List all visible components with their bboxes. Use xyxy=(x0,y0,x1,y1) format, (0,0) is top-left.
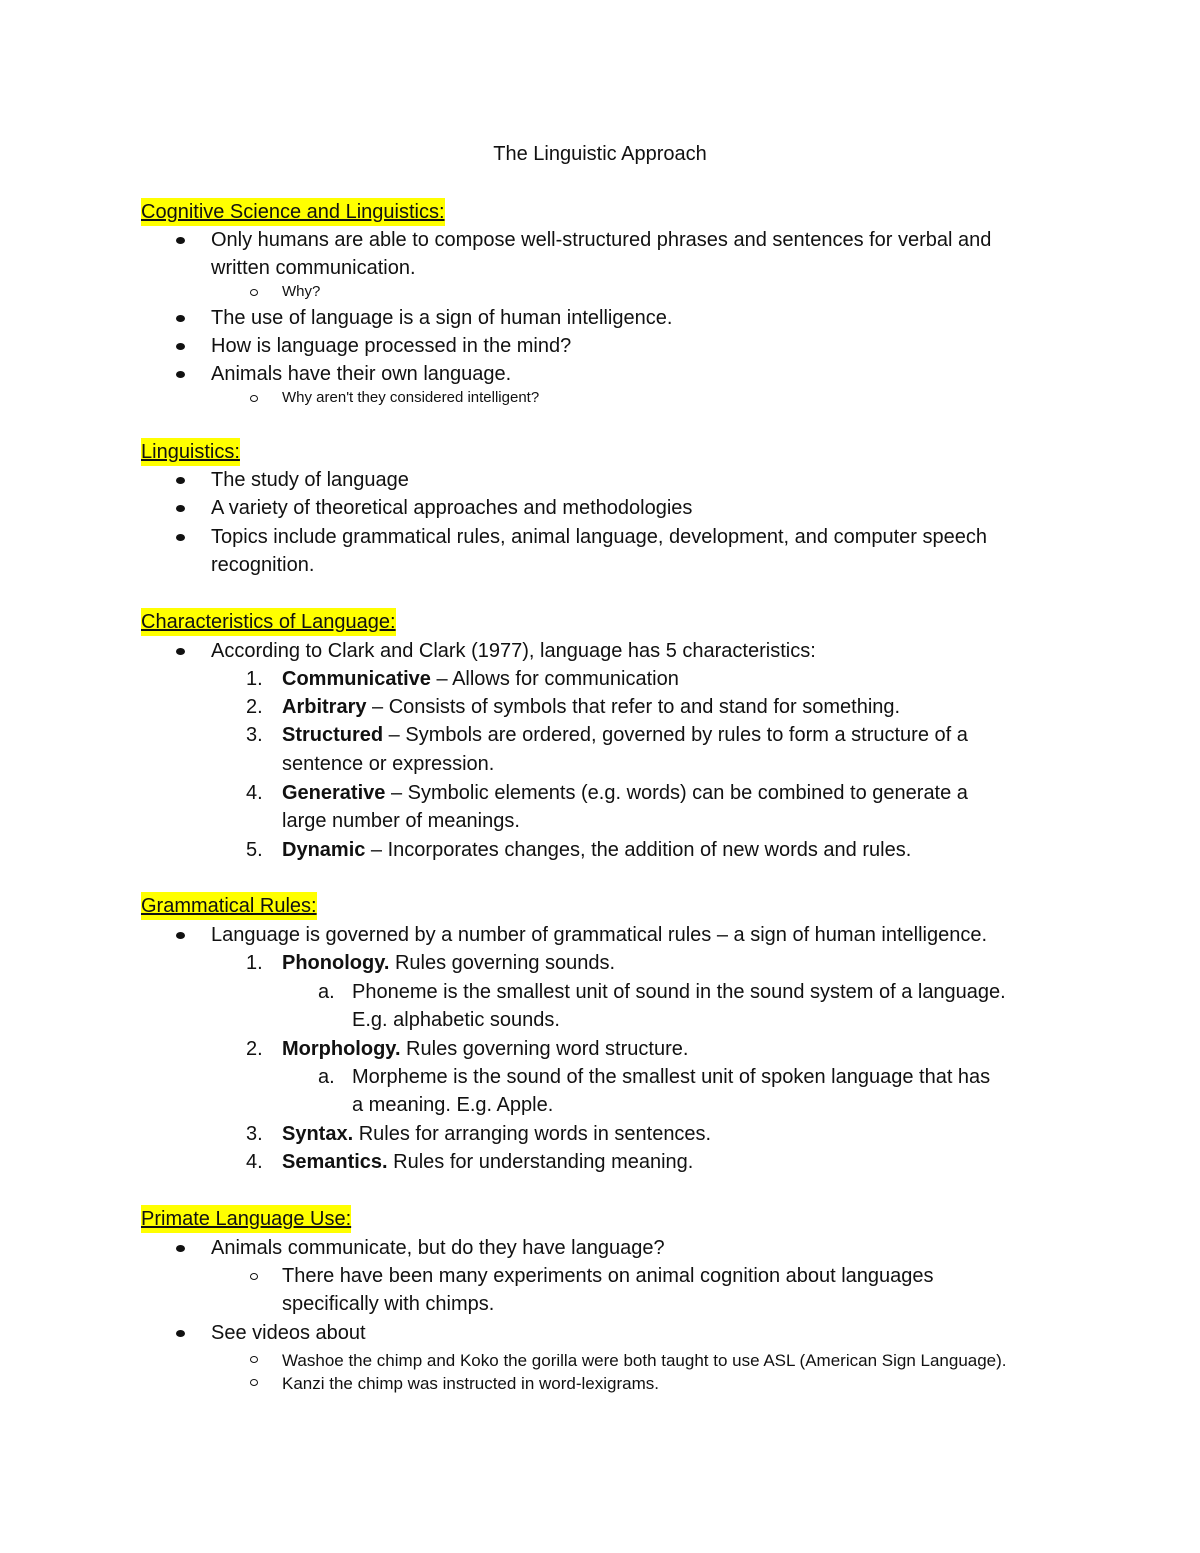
term: Semantics. xyxy=(282,1151,388,1173)
definition: Rules governing word structure. xyxy=(400,1038,689,1060)
term: Morphology. xyxy=(282,1038,401,1060)
sub-list-item: Morpheme is the sound of the smallest unit of spoken language that has xyxy=(352,1066,991,1088)
list-number: 5. xyxy=(246,839,263,861)
sub-list-item: Why aren't they considered intelligent? xyxy=(282,389,540,406)
list-item-continued: recognition. xyxy=(211,554,315,576)
section-heading-characteristics: Characteristics of Language: xyxy=(141,608,396,636)
term: Structured xyxy=(282,724,384,746)
list-item: Topics include grammatical rules, animal language, development, and computer speech xyxy=(211,526,987,548)
characteristic-item xyxy=(282,779,1072,807)
grammar-rule-item xyxy=(282,1120,1072,1148)
list-number: 3. xyxy=(246,724,263,746)
list-number: 4. xyxy=(246,1151,263,1173)
bullet-icon xyxy=(176,371,185,378)
section-heading-grammar: Grammatical Rules: xyxy=(141,892,317,920)
sub-bullet-icon xyxy=(250,395,258,402)
list-item-continued: written communication. xyxy=(211,257,416,279)
sub-list-item: Kanzi the chimp was instructed in word-lexigrams. xyxy=(282,1374,659,1393)
list-item: Language is governed by a number of grammatical rules – a sign of human intelligence. xyxy=(211,924,988,946)
bullet-icon xyxy=(176,1330,185,1337)
definition: – Consists of symbols that refer to and stand for something. xyxy=(366,696,901,718)
definition-continued: large number of meanings. xyxy=(282,810,520,832)
definition: – Allows for communication xyxy=(430,668,679,690)
term: Arbitrary xyxy=(282,696,367,718)
characteristic-item xyxy=(282,693,1072,721)
term: Generative xyxy=(282,782,386,804)
list-item: Animals have their own language. xyxy=(211,363,512,385)
sub-list-item-continued: E.g. alphabetic sounds. xyxy=(352,1009,560,1031)
bullet-icon xyxy=(176,315,185,322)
list-number: 2. xyxy=(246,696,263,718)
term: Dynamic xyxy=(282,839,366,861)
characteristic-item xyxy=(282,836,1072,864)
sub-list-item: There have been many experiments on animal cognition about languages xyxy=(282,1265,934,1287)
list-item: The study of language xyxy=(211,469,409,491)
definition: – Symbolic elements (e.g. words) can be combined to generate a xyxy=(385,782,968,804)
term: Phonology. xyxy=(282,952,390,974)
definition: – Incorporates changes, the addition of new words and rules. xyxy=(365,839,912,861)
list-number: 1. xyxy=(246,952,263,974)
bullet-icon xyxy=(176,477,185,484)
list-item: A variety of theoretical approaches and methodologies xyxy=(211,497,693,519)
characteristic-item xyxy=(282,721,1072,749)
list-letter: a. xyxy=(318,981,335,1003)
term: Communicative xyxy=(282,668,431,690)
sub-bullet-icon xyxy=(250,1356,258,1363)
section-heading-cognitive: Cognitive Science and Linguistics: xyxy=(141,198,445,226)
list-number: 1. xyxy=(246,668,263,690)
sub-bullet-icon xyxy=(250,289,258,296)
characteristic-item xyxy=(282,665,1072,693)
section-heading-primate: Primate Language Use: xyxy=(141,1205,351,1233)
sub-list-item: Washoe the chimp and Koko the gorilla were both taught to use ASL (American Sign Language). xyxy=(282,1351,1007,1370)
list-number: 4. xyxy=(246,782,263,804)
bullet-icon xyxy=(176,505,185,512)
bullet-icon xyxy=(176,648,185,655)
bullet-icon xyxy=(176,534,185,541)
section-heading-linguistics: Linguistics: xyxy=(141,438,240,466)
definition: Rules for arranging words in sentences. xyxy=(353,1123,712,1145)
list-item: How is language processed in the mind? xyxy=(211,335,572,357)
list-item: Animals communicate, but do they have language? xyxy=(211,1237,665,1259)
bullet-icon xyxy=(176,1245,185,1252)
document-title: The Linguistic Approach xyxy=(493,143,707,165)
bullet-icon xyxy=(176,343,185,350)
list-item: The use of language is a sign of human intelligence. xyxy=(211,307,673,329)
list-number: 2. xyxy=(246,1038,263,1060)
sub-list-item: Why? xyxy=(282,283,321,300)
sub-bullet-icon xyxy=(250,1379,258,1386)
sub-bullet-icon xyxy=(250,1273,258,1280)
sub-list-item-continued: specifically with chimps. xyxy=(282,1293,495,1315)
sub-list-item: Phoneme is the smallest unit of sound in the sound system of a language. xyxy=(352,981,1006,1003)
list-item: According to Clark and Clark (1977), language has 5 characteristics: xyxy=(211,640,816,662)
list-item: See videos about xyxy=(211,1322,366,1344)
list-item: Only humans are able to compose well-structured phrases and sentences for verbal and xyxy=(211,229,992,251)
bullet-icon xyxy=(176,932,185,939)
sub-list-item-continued: a meaning. E.g. Apple. xyxy=(352,1094,554,1116)
definition: – Symbols are ordered, governed by rules to form a structure of a xyxy=(383,724,968,746)
grammar-rule-item xyxy=(282,1148,1072,1176)
list-number: 3. xyxy=(246,1123,263,1145)
term: Syntax. xyxy=(282,1123,354,1145)
bullet-icon xyxy=(176,237,185,244)
grammar-rule-item xyxy=(282,949,1072,977)
list-letter: a. xyxy=(318,1066,335,1088)
definition: Rules governing sounds. xyxy=(389,952,616,974)
grammar-rule-item xyxy=(282,1035,1072,1063)
definition-continued: sentence or expression. xyxy=(282,753,495,775)
definition: Rules for understanding meaning. xyxy=(387,1151,694,1173)
